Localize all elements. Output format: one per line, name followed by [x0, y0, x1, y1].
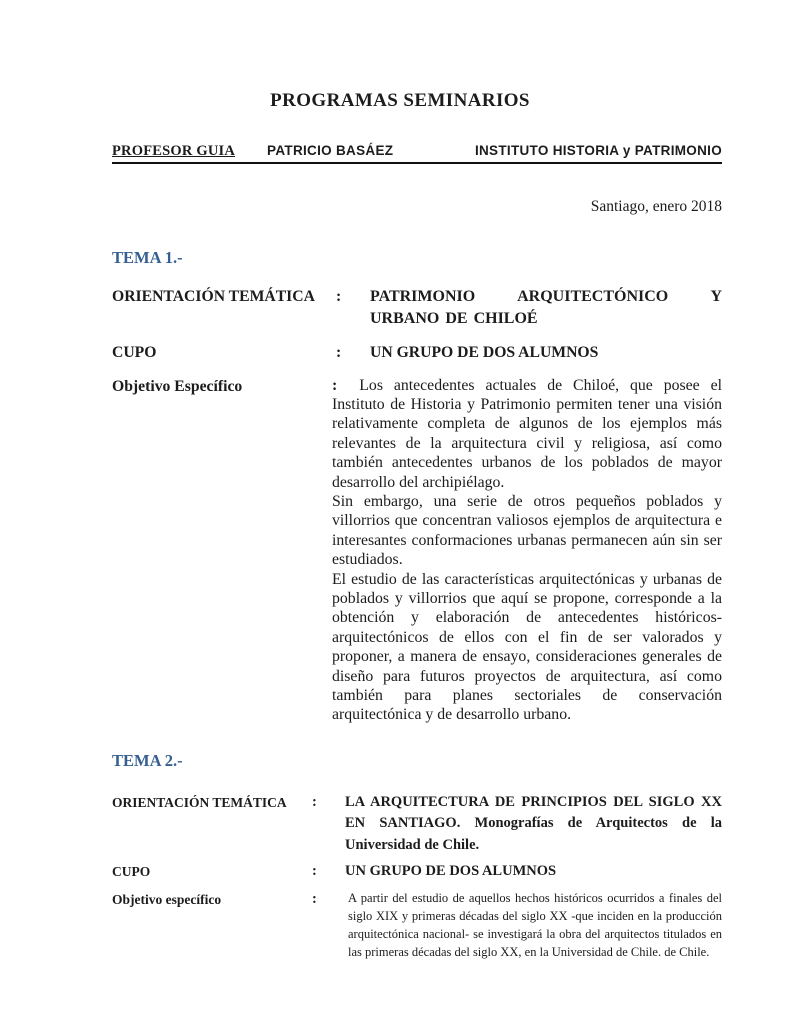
tema1-cupo-colon: : [336, 344, 342, 361]
tema2-cupo-colon: : [312, 863, 317, 880]
tema1-cupo-row [112, 342, 722, 364]
tema1-objetivo-row [112, 376, 722, 725]
professor-header-row [112, 143, 722, 164]
tema1-cupo-value: UN GRUPO DE DOS ALUMNOS [370, 344, 599, 361]
tema2-objetivo-row [112, 889, 722, 961]
tema2-orientacion-value: LA ARQUITECTURA DE PRINCIPIOS DEL SIGLO XX EN SANTIAGO. Monografías de Arquitectos de la Universidad de Chile. [345, 793, 722, 853]
tema2-orientacion-row [112, 792, 722, 857]
institute-name: INSTITUTO HISTORIA y PATRIMONIO [474, 143, 722, 158]
tema2-orientacion-colon: : [312, 793, 317, 810]
tema1-objetivo-paragraph-2: Sin embargo, una serie de otros pequeños poblados y villorrios que concentran valiosos ejemplos de arquitectura e interesantes conformaciones urbanas permanecen aún sin ser estudiados. [332, 492, 722, 569]
tema1-objetivo-paragraph-1-text: Los antecedentes actuales de Chiloé, que posee el Instituto de Historia y Patrimonio permiten tener una visión relativamente completa de algunos de los ejemplos más relevantes de la arquitectura civil y religiosa, así como también antecedentes urbanos de los poblados de mayor desarrollo del archipiélago. [332, 376, 722, 491]
tema1-section [112, 248, 722, 725]
tema2-cupo-label: CUPO [112, 864, 151, 880]
tema2-orientacion-label: ORIENTACIÓN TEMÁTICA [112, 794, 287, 810]
tema1-orientacion-colon: : [336, 288, 342, 305]
professor-guide-label: PROFESOR GUIA [112, 143, 236, 159]
tema1-orientacion-label: ORIENTACIÓN TEMÁTICA [112, 288, 315, 305]
professor-name: PATRICIO BASÁEZ [267, 143, 394, 158]
tema1-orientacion-row [112, 286, 722, 329]
tema1-objetivo-paragraph-3: El estudio de las características arquitectónicas y urbanas de poblados y villorrios que aquí se propone, corresponde a la obtención y elaboración de antecedentes históricos-arquitectónicos de ellos con el fin de ser valorados y proponer, a manera de ensayo, consideraciones generales de diseño para futuros proyectos de arquitectura, así como también para planes sectoriales de conservación arquitectónica y de desarrollo urbano. [332, 570, 722, 724]
tema2-heading: TEMA 2.- [112, 750, 183, 770]
tema1-cupo-label: CUPO [112, 344, 157, 361]
tema1-objetivo-text [332, 376, 722, 725]
dateline: Santiago, enero 2018 [590, 198, 722, 215]
tema2-objetivo-label: Objetivo específico [112, 891, 222, 907]
tema2-objetivo-colon: : [312, 890, 317, 907]
tema1-objetivo-label: Objetivo Específico [112, 377, 243, 395]
tema1-objetivo-colon: : [332, 376, 338, 394]
tema2-objetivo-paragraph: A partir del estudio de aquellos hechos históricos ocurridos a finales del siglo XIX y primeras décadas del siglo XX -que inciden en la producción arquitectónica nacional- se investigará la obra del arquitectos titulados en las primeras décadas del siglo XX, en la Universidad de Chile. de Chile. [348, 890, 722, 959]
tema1-heading: TEMA 1.- [112, 248, 183, 267]
tema1-objetivo-paragraph-1 [332, 376, 722, 492]
tema2-cupo-row [112, 861, 722, 883]
tema2-section [112, 751, 722, 961]
tema1-orientacion-value: PATRIMONIO ARQUITECTÓNICO Y URBANO DE CHILOÉ [370, 288, 722, 327]
document-title: PROGRAMAS SEMINARIOS [270, 90, 530, 111]
tema2-cupo-value: UN GRUPO DE DOS ALUMNOS [345, 863, 557, 880]
